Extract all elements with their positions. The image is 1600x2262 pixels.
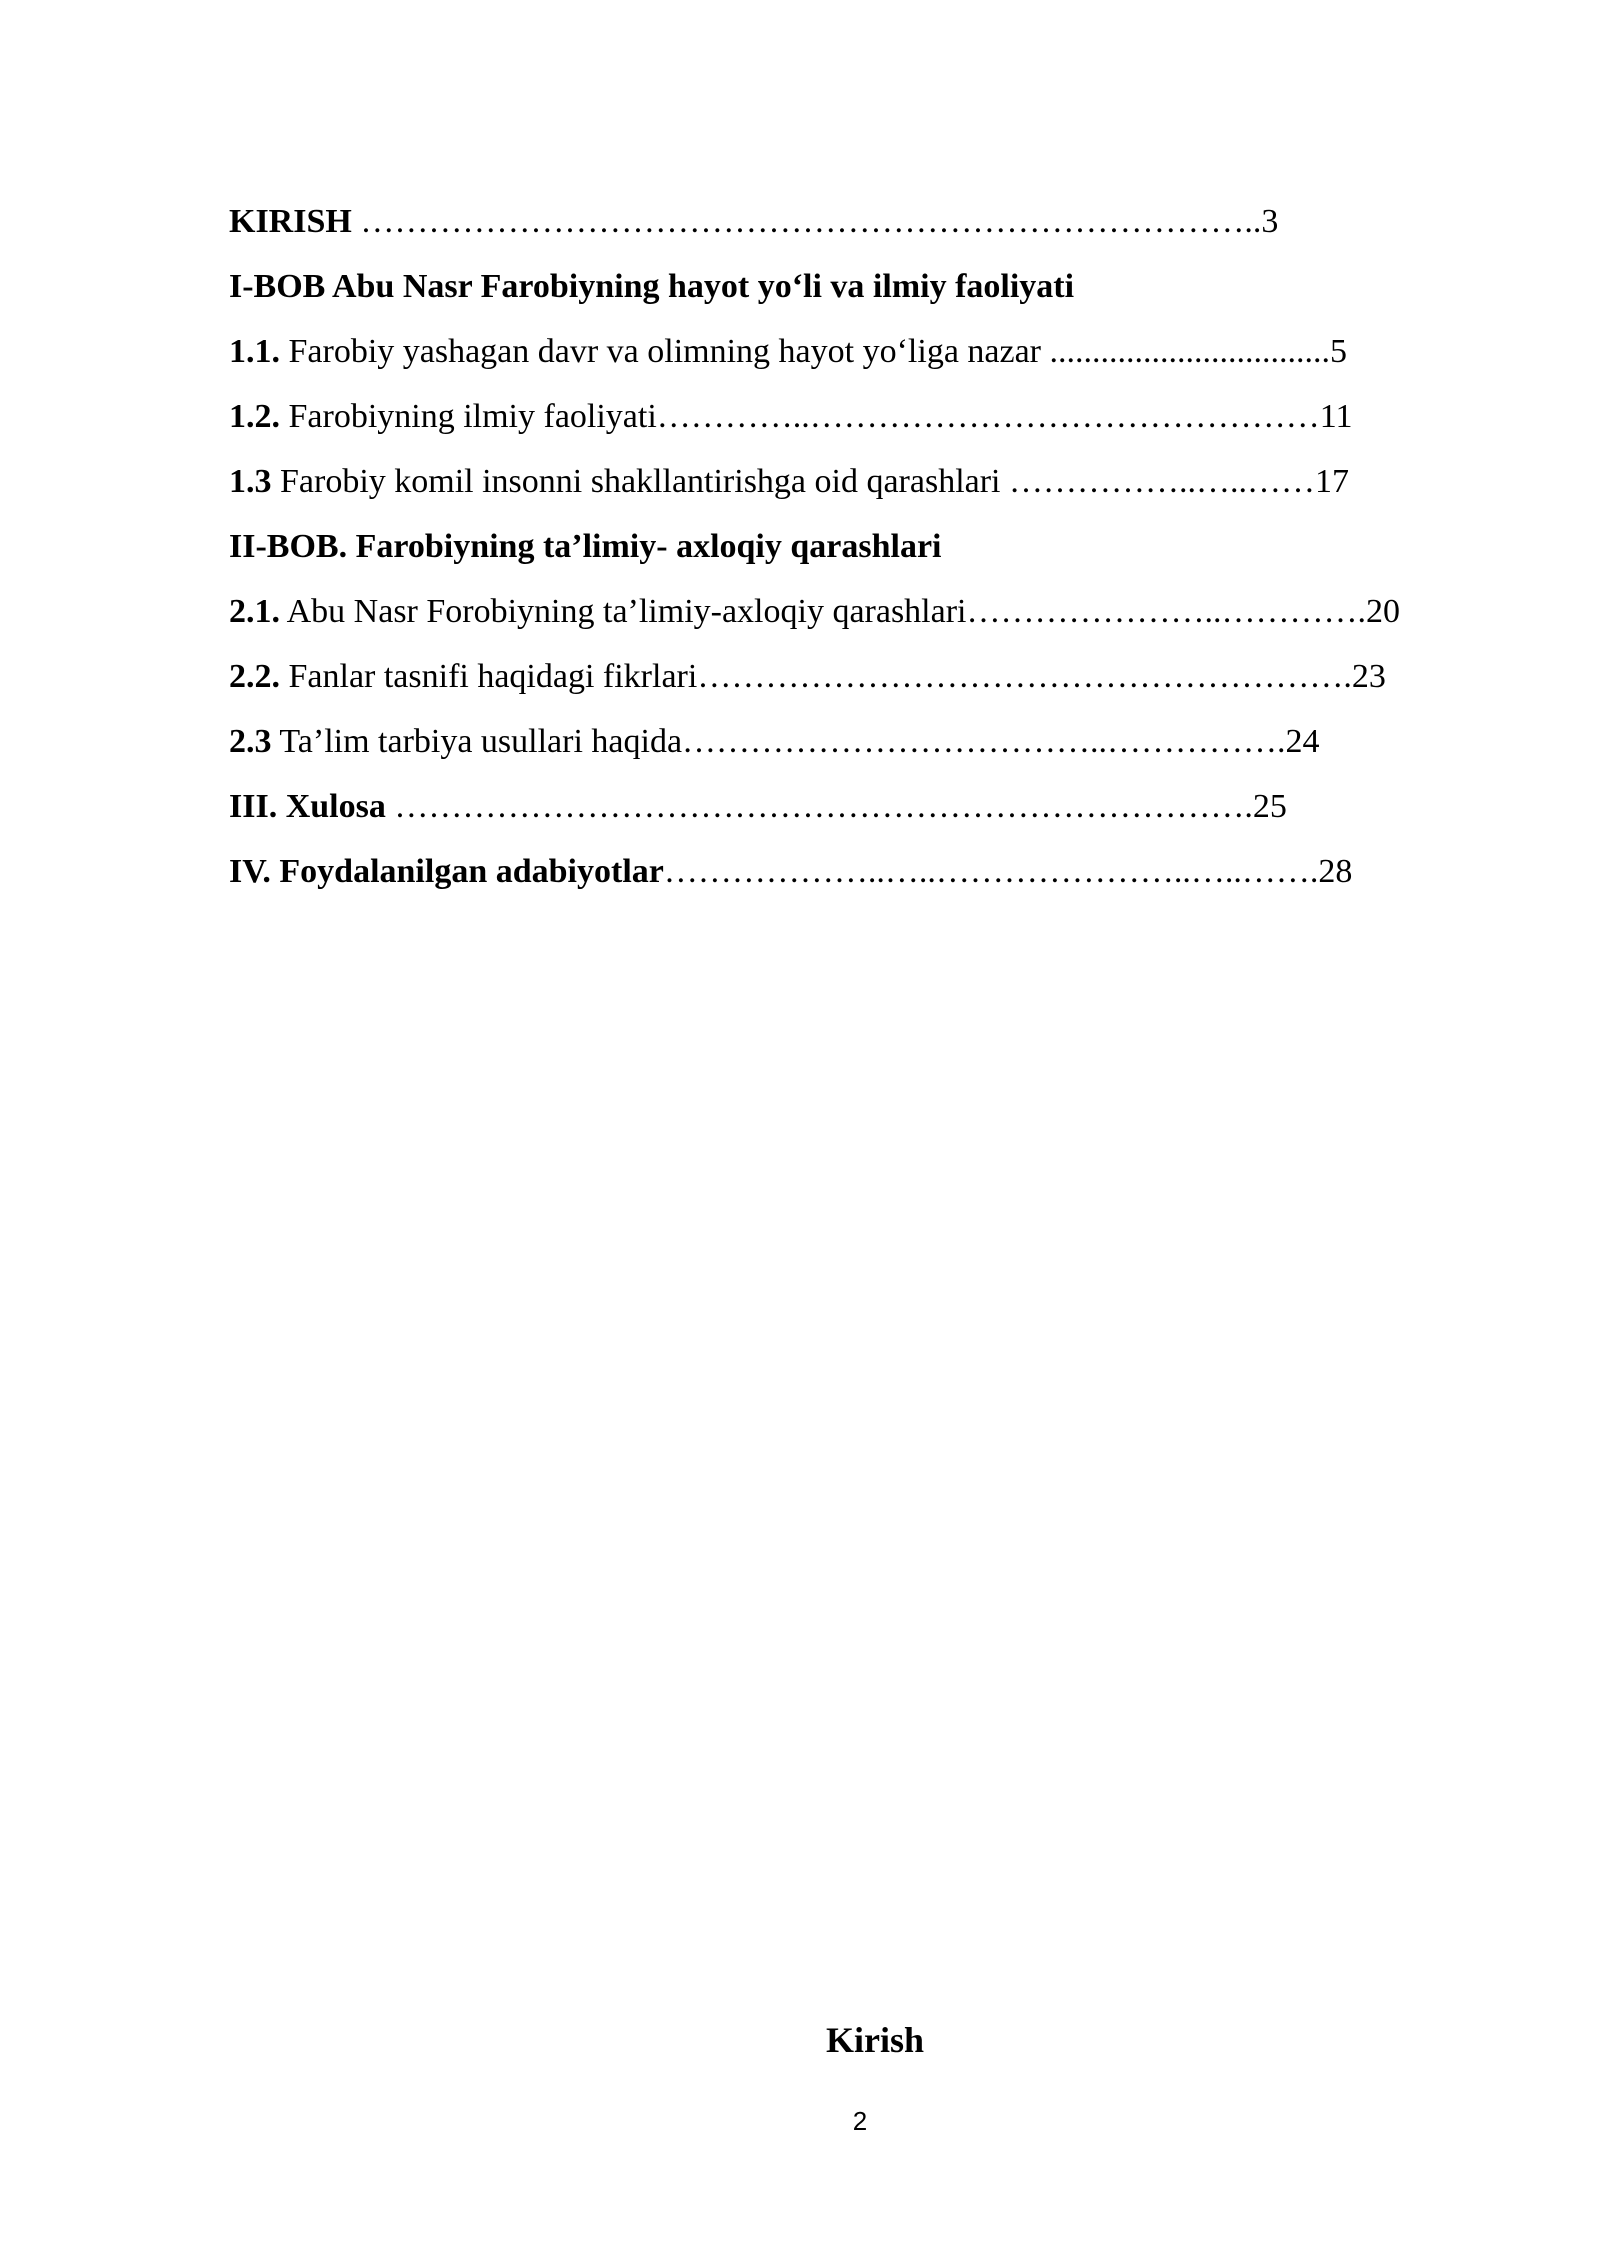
toc-entry-title: Farobiyning ilmiy faoliyati: [280, 398, 657, 435]
toc-entry-2-3: [229, 716, 1499, 781]
toc-entry-number: 2.3: [229, 723, 272, 760]
table-of-contents: [229, 196, 1499, 911]
toc-entry-leader: .................................5: [1041, 333, 1347, 370]
toc-entry-1-2: [229, 391, 1499, 456]
toc-entry-leader: ………………………………………………………………….25: [385, 788, 1287, 825]
toc-entry-number: 1.3: [229, 463, 272, 500]
toc-entry-title: Ta’lim tarbiya usullari haqida: [271, 723, 683, 760]
toc-entry-leader: ……………..…..……17: [1000, 463, 1350, 500]
toc-entry-title: Farobiy komil insonni shakllantirishga oid qarashlari: [271, 463, 1001, 500]
toc-entry-kirish: [229, 196, 1499, 261]
toc-entry-number: 1.1.: [229, 333, 280, 370]
toc-entry-title: Abu Nasr Forobiyning ta’limiy-axloqiy qarashlari: [280, 593, 967, 630]
toc-entry-2-2: [229, 651, 1499, 716]
toc-entry-leader: …………..………………………………………11: [656, 398, 1353, 435]
toc-entry-adabiyotlar: [229, 846, 1499, 911]
toc-entry-leader: ………………………………………………….23: [697, 658, 1386, 695]
toc-entry-leader: ………………..…..…………………..…..…….28: [663, 853, 1353, 890]
toc-chapter-title: II-BOB. Farobiyning ta’limiy- axloqiy qarashlari: [229, 528, 942, 565]
toc-entry-number: III. Xulosa: [229, 788, 386, 825]
page-number: 2: [852, 2106, 868, 2136]
toc-entry-1-1: [229, 326, 1499, 391]
toc-entry-number: 2.1.: [229, 593, 280, 630]
toc-entry-leader: …………………..………….20: [966, 593, 1400, 630]
toc-chapter-2: [229, 521, 1499, 586]
toc-entry-number: 1.2.: [229, 398, 280, 435]
toc-entry-title: Fanlar tasnifi haqidagi fikrlari: [280, 658, 698, 695]
section-title-kirish: Kirish: [825, 2020, 924, 2060]
toc-entry-number: IV. Foydalanilgan adabiyotlar: [229, 853, 664, 890]
toc-entry-number: 2.2.: [229, 658, 280, 695]
toc-entry-xulosa: [229, 781, 1499, 846]
toc-entry-leader: ………………………………..…………….24: [682, 723, 1320, 760]
toc-entry-leader: ……………………………………………………………………..3: [351, 203, 1279, 240]
toc-chapter-1: [229, 261, 1499, 326]
toc-entry-number: KIRISH: [229, 203, 352, 240]
toc-entry-title: Farobiy yashagan davr va olimning hayot yo‘liga nazar: [280, 333, 1041, 370]
toc-entry-2-1: [229, 586, 1499, 651]
toc-chapter-title: I-BOB Abu Nasr Farobiyning hayot yo‘li va ilmiy faoliyati: [229, 268, 1075, 305]
toc-entry-1-3: [229, 456, 1499, 521]
